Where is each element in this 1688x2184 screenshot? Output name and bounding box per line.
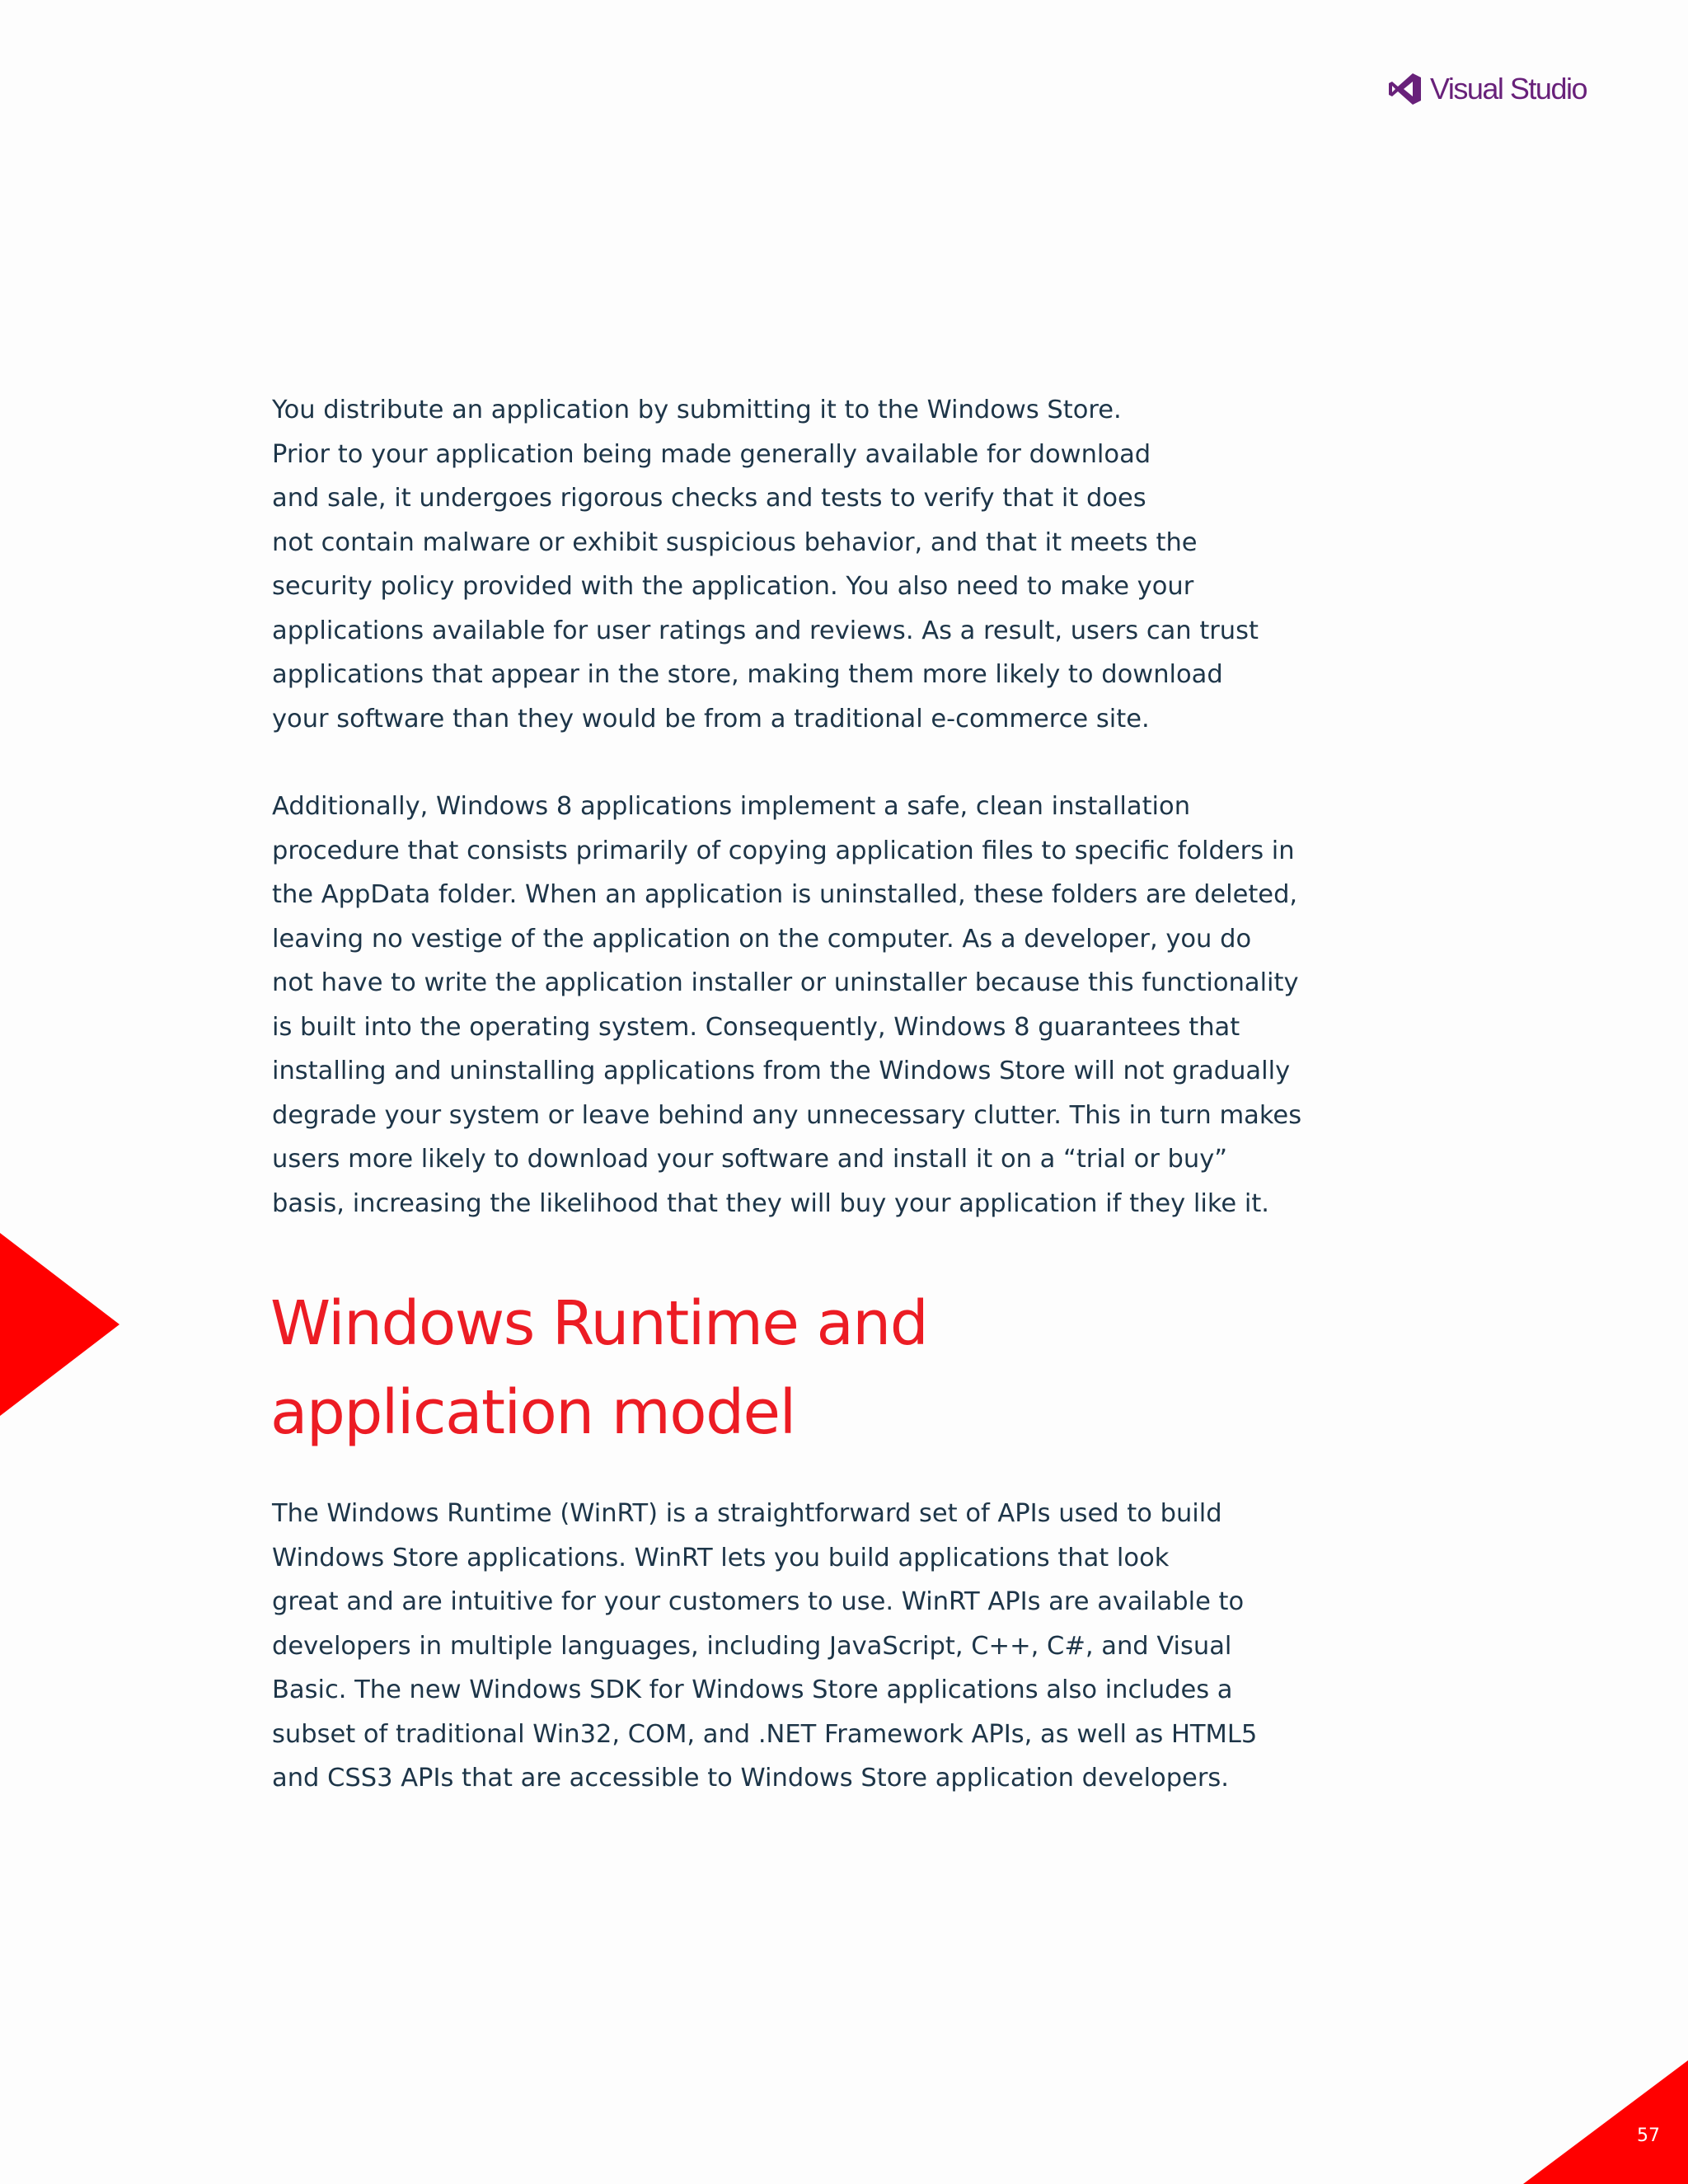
text-line: the AppData folder. When an application is uninstalled, these folders are deleted,	[272, 880, 1298, 909]
text-line: procedure that consists primarily of copying application files to specific folders in	[272, 836, 1295, 865]
section-marker-triangle	[0, 1233, 120, 1416]
paragraph-winrt	[272, 1492, 1257, 1801]
text-line: Prior to your application being made generally available for download	[272, 439, 1151, 469]
text-line: Windows Store applications. WinRT lets you build applications that look	[272, 1543, 1170, 1572]
text-line: and sale, it undergoes rigorous checks and tests to verify that it does	[272, 484, 1146, 513]
text-line: is built into the operating system. Consequently, Windows 8 guarantees that	[272, 1012, 1240, 1042]
text-line: Basic. The new Windows SDK for Windows Store applications also includes a	[272, 1675, 1233, 1704]
heading-line: Windows Runtime and	[270, 1288, 928, 1359]
text-line: Additionally, Windows 8 applications implement a safe, clean installation	[272, 792, 1191, 821]
text-line: and CSS3 APIs that are accessible to Windows Store application developers.	[272, 1764, 1229, 1793]
text-line: applications available for user ratings and reviews. As a result, users can trust	[272, 616, 1259, 645]
page-corner-triangle	[1523, 2060, 1688, 2184]
heading-line: application model	[270, 1377, 795, 1448]
text-line: not have to write the application installer or uninstaller because this functionality	[272, 968, 1299, 997]
visual-studio-logo	[1387, 69, 1587, 109]
text-line: great and are intuitive for your customers to use. WinRT APIs are available to	[272, 1587, 1245, 1616]
text-line: users more likely to download your software and install it on a “trial or buy”	[272, 1145, 1228, 1174]
paragraph-store-distribution	[272, 388, 1259, 741]
text-line: not contain malware or exhibit suspicious behavior, and that it meets the	[272, 527, 1198, 557]
visual-studio-icon	[1387, 71, 1423, 107]
text-line: degrade your system or leave behind any unnecessary clutter. This in turn makes	[272, 1100, 1302, 1130]
text-line: developers in multiple languages, including JavaScript, C++, C#, and Visual	[272, 1631, 1232, 1661]
text-line: leaving no vestige of the application on the computer. As a developer, you do	[272, 924, 1252, 954]
text-line: your software than they would be from a traditional e-commerce site.	[272, 704, 1150, 733]
text-line: installing and uninstalling applications from the Windows Store will not gradually	[272, 1057, 1291, 1085]
text-line: basis, increasing the likelihood that they will buy your application if they like it.	[272, 1188, 1269, 1218]
text-line: security policy provided with the application. You also need to make your	[272, 572, 1194, 601]
page-number: 57	[1637, 2125, 1660, 2146]
paragraph-installation	[272, 785, 1301, 1226]
text-line: The Windows Runtime (WinRT) is a straightforward set of APIs used to build	[272, 1499, 1222, 1528]
logo-text: Visual Studio	[1430, 72, 1587, 105]
text-line: applications that appear in the store, making them more likely to download	[272, 660, 1223, 689]
text-line: You distribute an application by submitting it to the Windows Store.	[272, 396, 1122, 424]
section-heading	[270, 1279, 927, 1457]
text-line: subset of traditional Win32, COM, and .NET Framework APIs, as well as HTML5	[272, 1719, 1258, 1749]
